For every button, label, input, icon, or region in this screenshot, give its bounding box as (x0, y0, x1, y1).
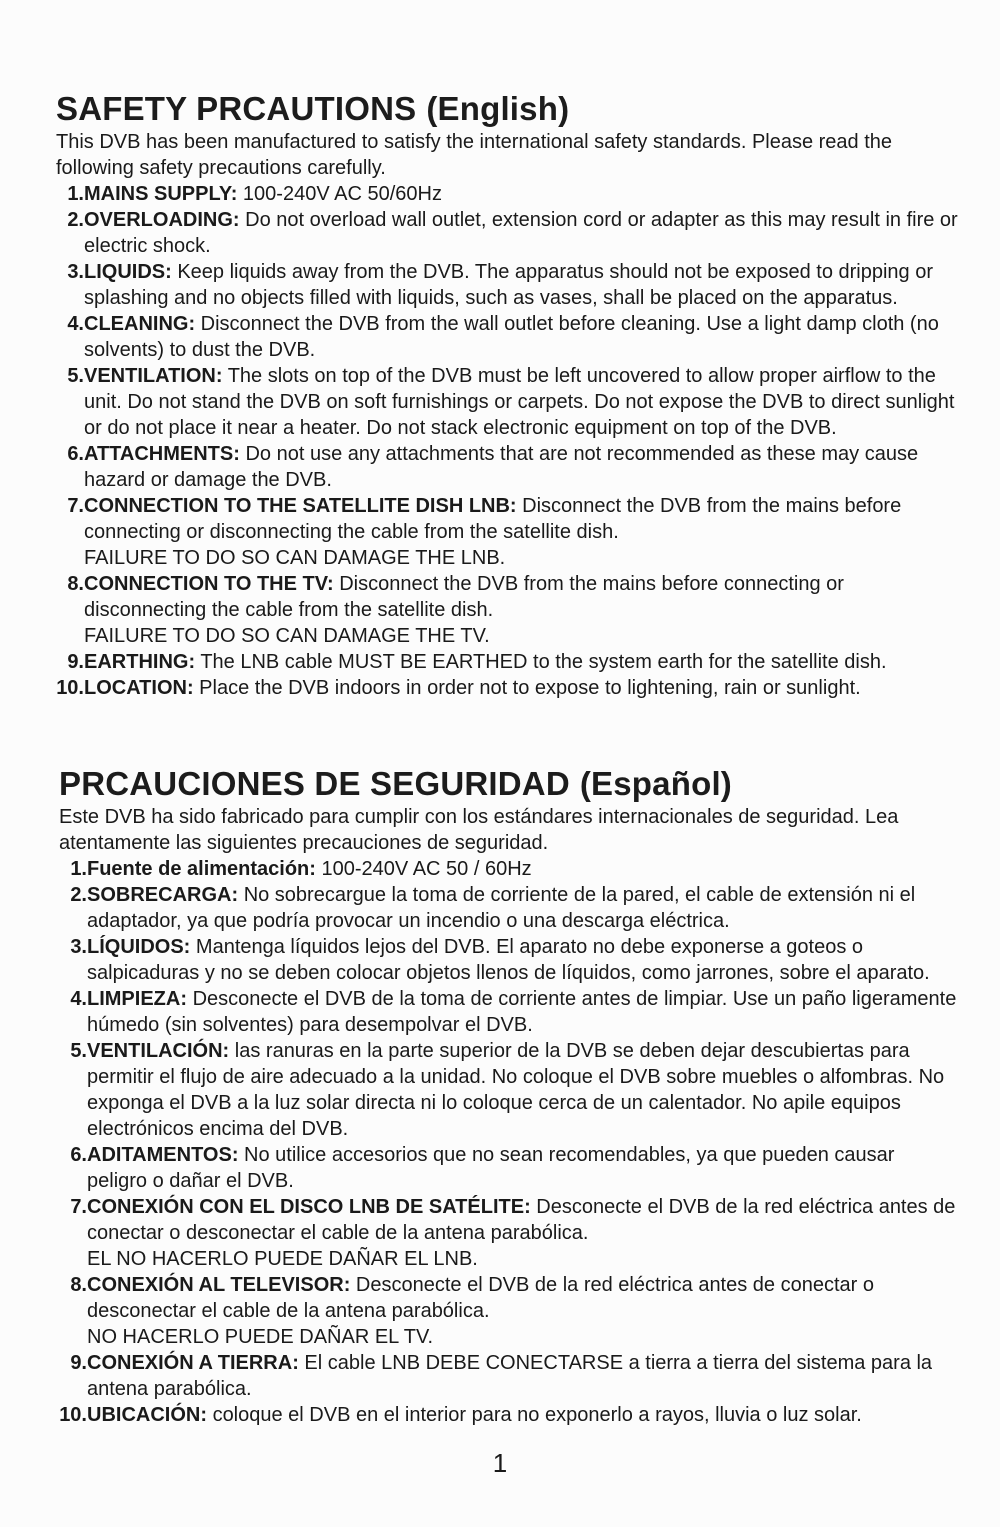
item-line (87, 986, 960, 1038)
item-number: 1. (70, 858, 87, 880)
item-number: 8. (67, 573, 84, 595)
precaution-item (0, 649, 1000, 675)
item-line (87, 1324, 960, 1350)
precaution-item (0, 1402, 1000, 1428)
item-line (84, 493, 960, 545)
precaution-item (0, 986, 1000, 1038)
item-term: UBICACIÓN: (87, 1404, 207, 1426)
precaution-item (0, 1194, 1000, 1272)
item-text: Mantenga líquidos lejos del DVB. El aparato no debe exponerse a goteos o salpicaduras y no se deben colocar objetos llenos de líquidos, como jarrones, sobre el aparato. (87, 936, 930, 984)
item-line (84, 571, 960, 623)
item-number: 9. (67, 651, 84, 673)
english-title (56, 89, 1000, 129)
item-line (87, 934, 960, 986)
precaution-item (0, 493, 1000, 571)
item-text: las ranuras en la parte superior de la DVB se deben dejar descubiertas para permitir el flujo de aire adecuado a la unidad. No coloque el DVB sobre muebles o alfombras. No exponga el DVB a la luz solar directa ni lo coloque cerca de un calentador. No apile equipos electrónicos encima del DVB. (87, 1040, 945, 1140)
item-line (84, 311, 960, 363)
item-number: 5. (67, 365, 84, 387)
item-text: Disconnect the DVB from the mains before connecting or disconnecting the cable from the satellite dish. (84, 573, 844, 621)
item-number: 2. (67, 209, 84, 231)
item-line (84, 181, 960, 207)
item-text: Desconecte el DVB de la toma de corriente antes de limpiar. Use un paño ligeramente húmedo (sin solventes) para desempolvar el DVB. (87, 988, 957, 1036)
item-number: 9. (70, 1352, 87, 1374)
item-number: 4. (67, 313, 84, 335)
item-number: 6. (70, 1144, 87, 1166)
item-line (87, 1142, 960, 1194)
item-line (84, 363, 960, 441)
item-line (84, 545, 960, 571)
item-number: 7. (70, 1196, 87, 1218)
item-term: LOCATION: (84, 677, 194, 699)
item-line (87, 1272, 960, 1324)
item-number: 4. (70, 988, 87, 1010)
item-line (87, 1246, 960, 1272)
item-text: The slots on top of the DVB must be left uncovered to allow proper airflow to the unit. Do not stand the DVB on soft furnishings or carpets. Do not expose the DVB to direct sunlight or do not place it near a heater. Do not stack electronic equipment on top of the DVB. (84, 365, 955, 439)
item-text: 100-240V AC 50/60Hz (242, 183, 442, 205)
precaution-item (0, 856, 1000, 882)
spanish-title (59, 764, 1000, 804)
item-line (84, 441, 960, 493)
item-text: Disconnect the DVB from the mains before connecting or disconnecting the cable from the satellite dish. (84, 495, 902, 543)
precaution-item (0, 363, 1000, 441)
item-term: ADITAMENTOS: (87, 1144, 239, 1166)
precaution-item (0, 1038, 1000, 1142)
item-number: 6. (67, 443, 84, 465)
item-line (87, 1350, 960, 1402)
precaution-item (0, 675, 1000, 701)
spanish-language-label: (Español) (579, 765, 732, 802)
item-line (87, 856, 960, 882)
item-text: No sobrecargue la toma de corriente de la pared, el cable de extensión ni el adaptador, ya que podría provocar un incendio o una descarga eléctrica. (87, 884, 916, 932)
precaution-item (0, 259, 1000, 311)
item-text: coloque el DVB en el interior para no exponerlo a rayos, lluvia o luz solar. (212, 1404, 862, 1426)
item-term: CONNECTION TO THE SATELLITE DISH LNB: (84, 495, 517, 517)
item-text: Do not overload wall outlet, extension cord or adapter as this may result in fire or electric shock. (84, 209, 958, 257)
english-title-text: SAFETY PRCAUTIONS (56, 90, 417, 127)
item-line (87, 882, 960, 934)
item-line (84, 675, 960, 701)
item-text: Disconnect the DVB from the wall outlet before cleaning. Use a light damp cloth (no solvents) to dust the DVB. (84, 313, 939, 361)
precaution-item (0, 181, 1000, 207)
item-line (84, 623, 960, 649)
item-term: CONEXIÓN CON EL DISCO LNB DE SATÉLITE: (87, 1196, 531, 1218)
item-text: Desconecte el DVB de la red eléctrica antes de conectar o desconectar el cable de la antena parabólica. (87, 1196, 956, 1244)
item-text: No utilice accesorios que no sean recomendables, ya que pueden causar peligro o dañar el DVB. (87, 1144, 895, 1192)
item-text: NO HACERLO PUEDE DAÑAR EL TV. (87, 1326, 434, 1348)
item-term: VENTILACIÓN: (87, 1040, 230, 1062)
item-number: 5. (70, 1040, 87, 1062)
english-section (0, 89, 1000, 701)
item-number: 10. (56, 677, 84, 699)
item-line (84, 649, 960, 675)
item-term: VENTILATION: (84, 365, 223, 387)
item-number: 7. (67, 495, 84, 517)
item-text: Do not use any attachments that are not recommended as these may cause hazard or damage the DVB. (84, 443, 919, 491)
precaution-item (0, 207, 1000, 259)
item-line (84, 207, 960, 259)
spanish-section (0, 764, 1000, 1428)
precaution-item (0, 882, 1000, 934)
spanish-title-text: PRCAUCIONES DE SEGURIDAD (59, 765, 570, 802)
item-text: The LNB cable MUST BE EARTHED to the system earth for the satellite dish. (200, 651, 887, 673)
precaution-item (0, 1350, 1000, 1402)
item-text: FAILURE TO DO SO CAN DAMAGE THE LNB. (84, 547, 506, 569)
item-number: 2. (70, 884, 87, 906)
item-term: LIQUIDS: (84, 261, 172, 283)
precaution-item (0, 441, 1000, 493)
item-number: 3. (67, 261, 84, 283)
precaution-item (0, 571, 1000, 649)
item-text: Keep liquids away from the DVB. The apparatus should not be exposed to dripping or splashing and no objects filled with liquids, such as vases, shall be placed on the apparatus. (84, 261, 933, 309)
item-text: El cable LNB DEBE CONECTARSE a tierra a tierra del sistema para la antena parabólica. (87, 1352, 933, 1400)
item-term: CONEXIÓN A TIERRA: (87, 1352, 299, 1374)
item-number: 3. (70, 936, 87, 958)
item-term: Fuente de alimentación: (87, 858, 316, 880)
item-term: CONNECTION TO THE TV: (84, 573, 334, 595)
english-precautions-list (0, 181, 1000, 701)
item-number: 8. (70, 1274, 87, 1296)
item-term: SOBRECARGA: (87, 884, 239, 906)
item-line (84, 259, 960, 311)
item-line (87, 1402, 960, 1428)
item-text: EL NO HACERLO PUEDE DAÑAR EL LNB. (87, 1248, 478, 1270)
item-term: OVERLOADING: (84, 209, 240, 231)
precaution-item (0, 1272, 1000, 1350)
item-term: LIMPIEZA: (87, 988, 187, 1010)
item-term: ATTACHMENTS: (84, 443, 240, 465)
english-intro: This DVB has been manufactured to satisfy the international safety standards. Please read the following safety precautions carefully. (56, 131, 893, 179)
precaution-item (0, 934, 1000, 986)
precaution-item (0, 1142, 1000, 1194)
item-text: Desconecte el DVB de la red eléctrica antes de conectar o desconectar el cable de la antena parabólica. (87, 1274, 874, 1322)
item-text: FAILURE TO DO SO CAN DAMAGE THE TV. (84, 625, 490, 647)
item-term: LÍQUIDOS: (87, 936, 191, 958)
item-number: 10. (59, 1404, 87, 1426)
spanish-intro: Este DVB ha sido fabricado para cumplir con los estándares internacionales de seguridad. Lea atentamente las siguientes precauciones de seguridad. (59, 806, 899, 854)
item-text: 100-240V AC 50 / 60Hz (321, 858, 532, 880)
item-term: CONEXIÓN AL TELEVISOR: (87, 1274, 351, 1296)
item-line (87, 1194, 960, 1246)
spanish-precautions-list (0, 856, 1000, 1428)
item-term: CLEANING: (84, 313, 196, 335)
item-line (87, 1038, 960, 1142)
page-number: 1 (492, 1448, 508, 1478)
item-term: MAINS SUPPLY: (84, 183, 238, 205)
item-text: Place the DVB indoors in order not to expose to lightening, rain or sunlight. (199, 677, 861, 699)
item-term: EARTHING: (84, 651, 196, 673)
precaution-item (0, 311, 1000, 363)
item-number: 1. (67, 183, 84, 205)
english-language-label: (English) (426, 90, 570, 127)
